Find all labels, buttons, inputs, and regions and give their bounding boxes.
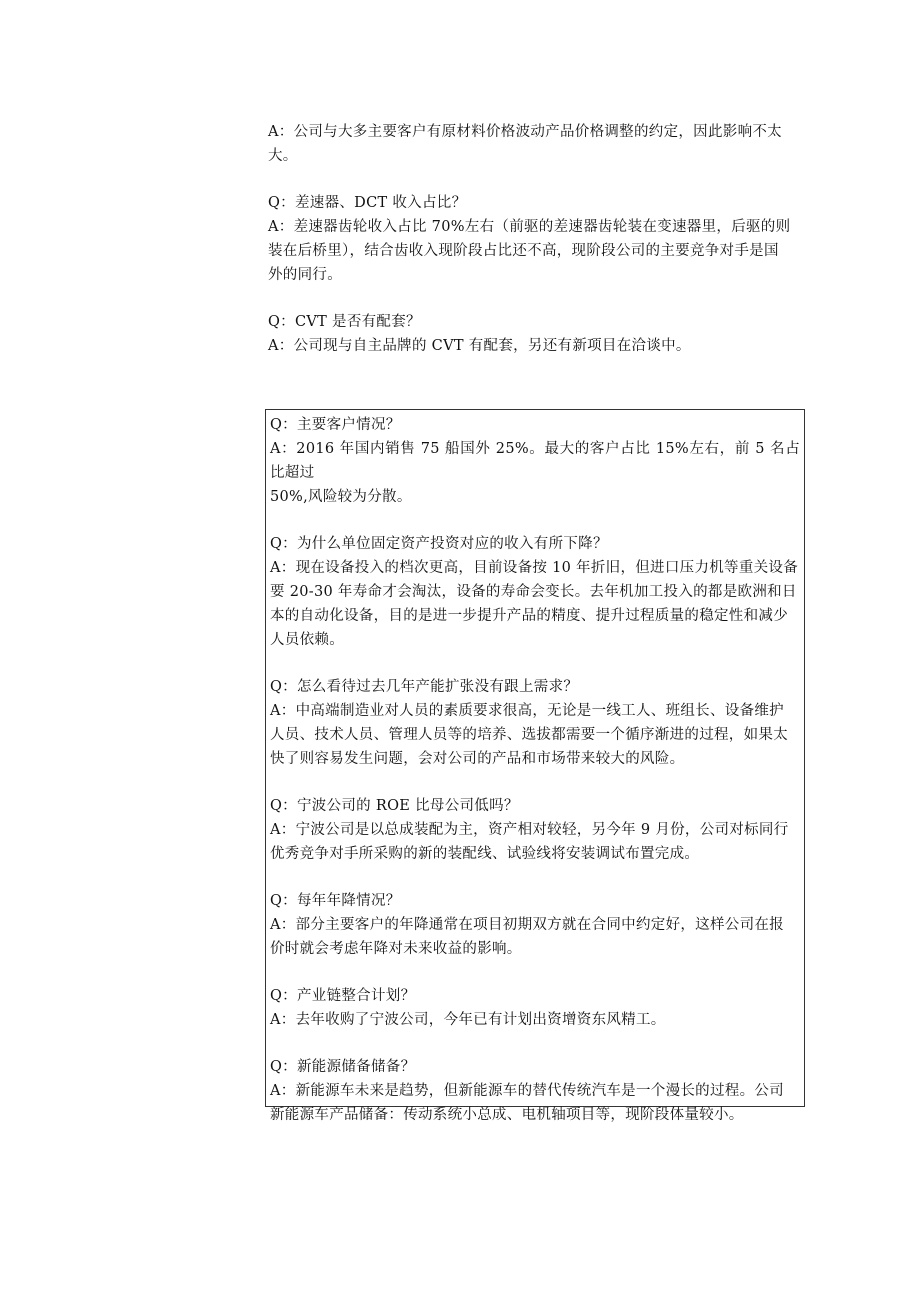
text-line: 新能源车产品储备：传动系统小总成、电机轴项目等，现阶段体量较小。	[270, 1107, 744, 1123]
top-qa-section	[268, 120, 813, 381]
qa-block	[268, 191, 813, 287]
qa-block	[270, 413, 800, 509]
qa-block	[268, 310, 813, 358]
qa-block	[270, 984, 800, 1032]
text-line: 50%,风险较为分散。	[270, 489, 412, 505]
text-line: 优秀竞争对手所采购的新的装配线、试验线将安装调试布置完成。	[270, 846, 700, 862]
text-line: A：2016 年国内销售 75 船国外 25%。最大的客户占比 15%左右，前 5 名占比超过	[270, 441, 800, 481]
text-line: A：现在设备投入的档次更高，目前设备按 10 年折旧，但进口压力机等重关设备	[270, 560, 799, 576]
text-line: Q：产业链整合计划？	[270, 988, 416, 1004]
text-line: Q：CVT 是否有配套？	[268, 314, 421, 330]
text-line: 大。	[268, 148, 298, 164]
text-line: 本的自动化设备，目的是进一步提升产品的精度、提升过程质量的稳定性和减少	[270, 608, 788, 624]
text-line: 外的同行。	[268, 267, 342, 283]
text-line: A：去年收购了宁波公司，今年已有计划出资增资东风精工。	[270, 1012, 666, 1028]
text-line: A：中高端制造业对人员的素质要求很高，无论是一线工人、班组长、设备维护	[270, 703, 784, 719]
text-line: A：公司与大多主要客户有原材料价格波动产品价格调整的约定，因此影响不太	[268, 124, 782, 140]
text-line: A：部分主要客户的年降通常在项目初期双方就在合同中约定好，这样公司在报	[270, 917, 784, 933]
text-line: 价时就会考虑年降对未来收益的影响。	[270, 941, 522, 957]
text-line: Q：宁波公司的 ROE 比母公司低吗？	[270, 798, 519, 814]
qa-block	[270, 889, 800, 961]
text-line: Q：每年年降情况？	[270, 893, 401, 909]
boxed-qa-section	[265, 409, 805, 1123]
text-line: A：公司现与自主品牌的 CVT 有配套，另还有新项目在洽谈中。	[268, 338, 691, 354]
text-line: 装在后桥里），结合齿收入现阶段占比还不高，现阶段公司的主要竞争对手是国	[268, 243, 779, 259]
text-line: Q：新能源储备储备？	[270, 1059, 416, 1075]
qa-block	[270, 675, 800, 771]
text-line: Q：为什么单位固定资产投资对应的收入有所下降？	[270, 536, 608, 552]
text-line: A：宁波公司是以总成装配为主，资产相对较轻，另今年 9 月份，公司对标同行	[270, 822, 789, 838]
qa-block	[270, 532, 800, 652]
text-line: A：新能源车未来是趋势，但新能源车的替代传统汽车是一个漫长的过程。公司	[270, 1083, 784, 1099]
text-line: Q：怎么看待过去几年产能扩张没有跟上需求？	[270, 679, 579, 695]
qa-block	[270, 1055, 800, 1127]
text-line: 快了则容易发生问题，会对公司的产品和市场带来较大的风险。	[270, 751, 685, 767]
text-line: 人员、技术人员、管理人员等的培养、选拔都需要一个循序渐进的过程，如果太	[270, 727, 788, 743]
text-line: Q：主要客户情况？	[270, 417, 401, 433]
qa-block	[270, 794, 800, 866]
text-line: A：差速器齿轮收入占比 70%左右（前驱的差速器齿轮装在变速器里，后驱的则	[268, 219, 791, 235]
text-line: 人员依赖。	[270, 632, 344, 648]
text-line: 要 20-30 年寿命才会淘汰，设备的寿命会变长。去年机加工投入的都是欧洲和日	[270, 584, 797, 600]
text-line: Q：差速器、DCT 收入占比？	[268, 195, 467, 211]
qa-block	[268, 120, 813, 168]
